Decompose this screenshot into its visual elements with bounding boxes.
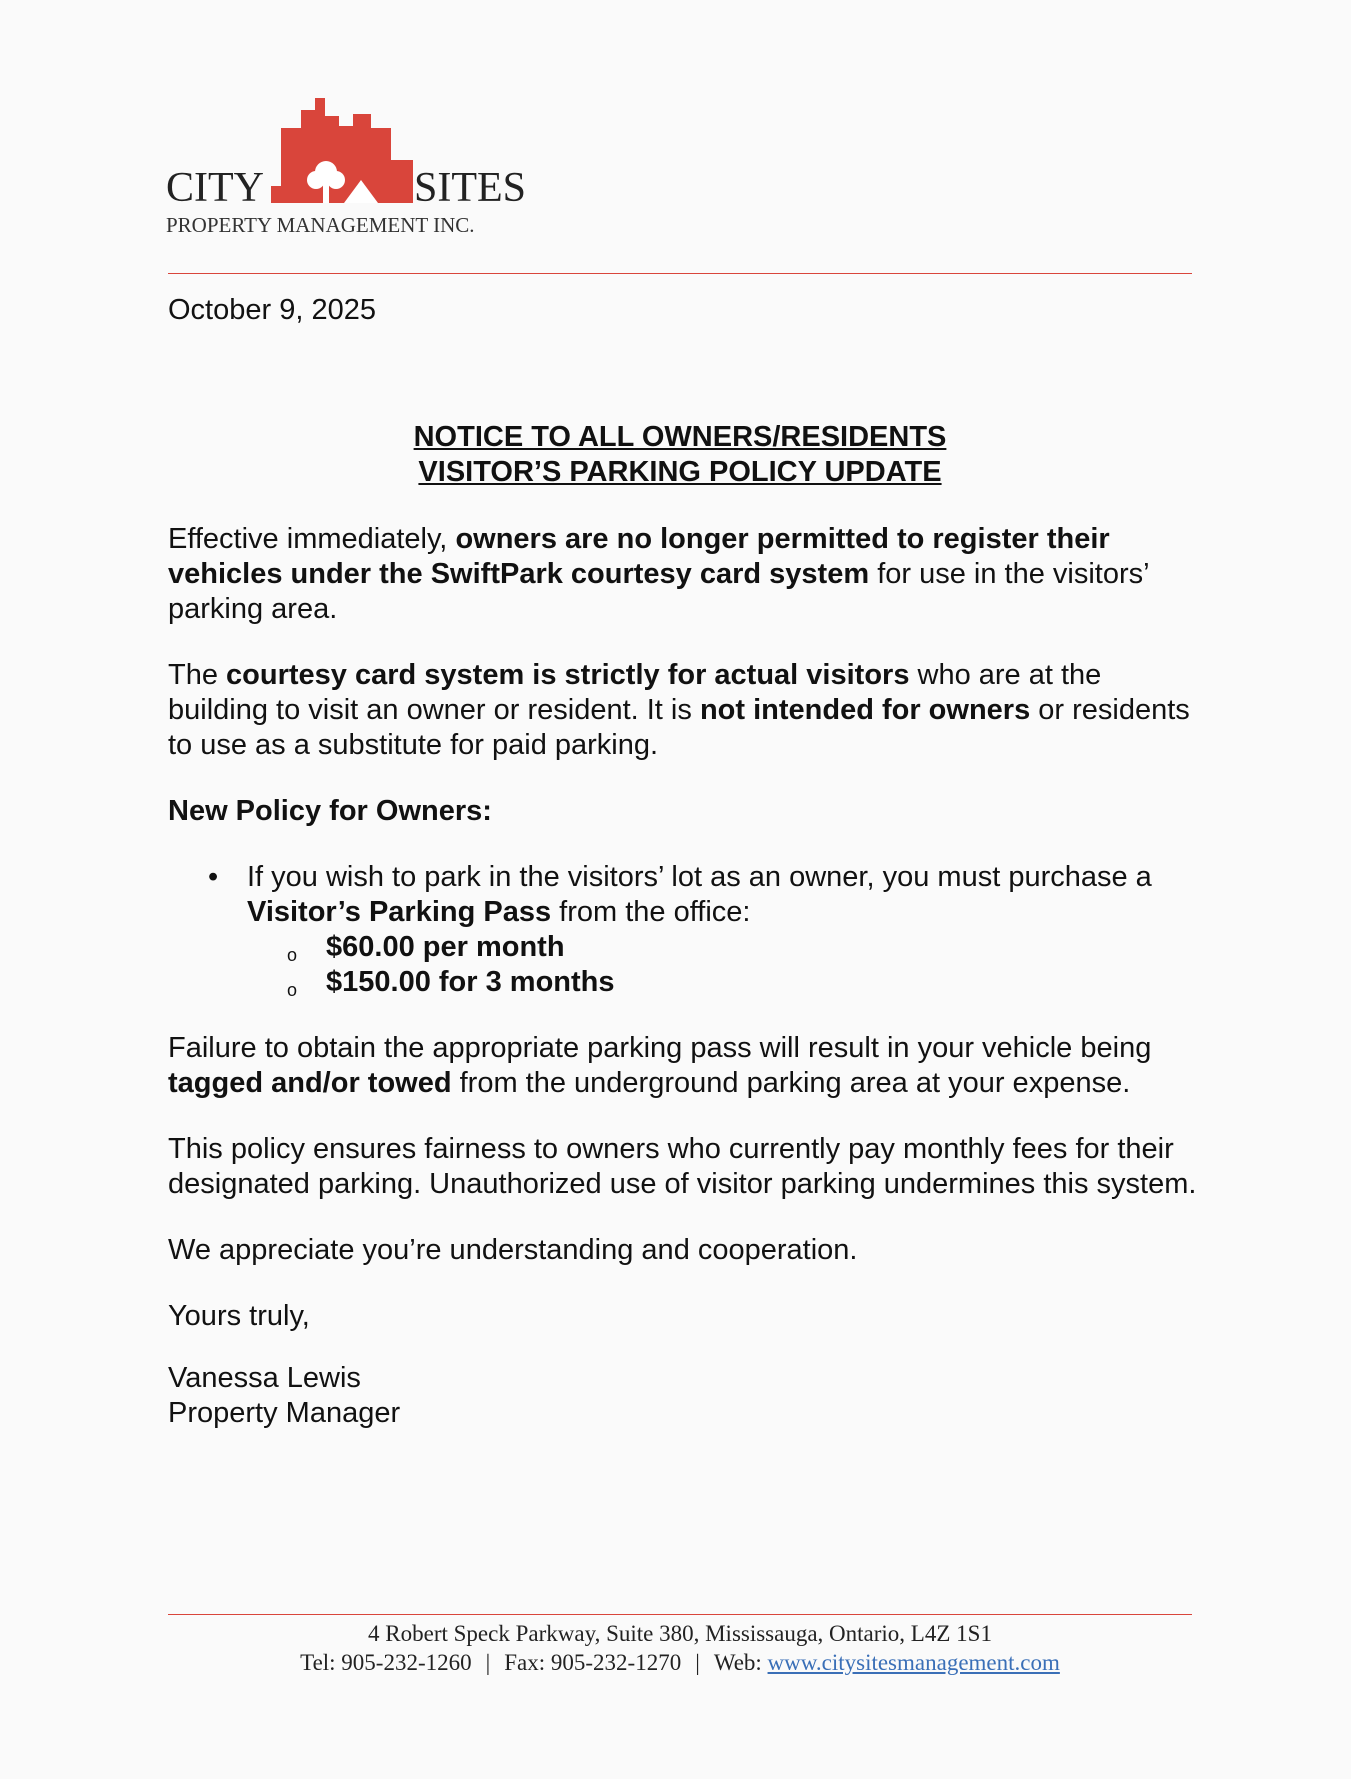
letter-body — [168, 522, 1198, 1431]
price-option — [247, 965, 1198, 1000]
sub-bullet-icon: o — [287, 945, 298, 965]
signer-title: Property Manager — [168, 1397, 401, 1429]
para3-bold-1: tagged and/or towed — [168, 1067, 452, 1099]
heading-line-1: NOTICE TO ALL OWNERS/RESIDENTS — [413, 421, 947, 453]
para1-bold-1: owners are no longer permitted to register their vehicles under the SwiftPark courtesy card system — [168, 523, 1110, 590]
para1-text-2: for use in the visitors’ parking area. — [168, 558, 1149, 625]
price-option-monthly: $60.00 per month — [326, 931, 565, 963]
paragraph-fairness: This policy ensures fairness to owners who currently pay monthly fees for their designated parking. Unauthorized use of visitor parking undermines this system. — [168, 1133, 1197, 1200]
logo-name-left: CITY — [166, 165, 264, 211]
policy-bullet — [168, 860, 1198, 1000]
price-option — [247, 930, 1198, 965]
paragraph-appreciation: We appreciate you’re understanding and cooperation. — [168, 1234, 858, 1266]
footer-web-label: Web: — [713, 1650, 768, 1675]
para3-text-2: from the underground parking area at your expense. — [451, 1067, 1131, 1099]
bullet-icon: • — [208, 861, 219, 893]
footer-contact — [168, 1648, 1192, 1677]
header-divider — [168, 273, 1192, 274]
policy-title: New Policy for Owners: — [168, 795, 492, 827]
sub-bullet-icon: o — [287, 980, 298, 1000]
footer-tel: Tel: 905-232-1260 — [300, 1650, 472, 1675]
footer-separator: | — [485, 1650, 491, 1675]
bullet-text-2: from the office: — [551, 896, 751, 928]
heading-line-2: VISITOR’S PARKING POLICY UPDATE — [418, 456, 942, 488]
para2-text-3: or residents to use as a substitute for paid parking. — [168, 694, 1190, 761]
para3-text-1: Failure to obtain the appropriate parking pass will result in your vehicle being — [168, 1032, 1152, 1064]
bullet-text-1: If you wish to park in the visitors’ lot as an owner, you must purchase a — [247, 861, 1152, 893]
company-logo — [166, 98, 556, 248]
footer-address: 4 Robert Speck Parkway, Suite 380, Mississauga, Ontario, L4Z 1S1 — [368, 1621, 992, 1646]
paragraph-courtesy — [168, 658, 1198, 763]
paragraph-effective — [168, 522, 1198, 627]
logo-tagline: PROPERTY MANAGEMENT INC. — [166, 213, 475, 237]
notice-heading — [168, 420, 1192, 490]
price-option-quarterly: $150.00 for 3 months — [326, 966, 615, 998]
letter-date: October 9, 2025 — [168, 294, 376, 326]
para2-text-1: The — [168, 659, 227, 691]
bullet-bold-1: Visitor’s Parking Pass — [247, 896, 552, 928]
para2-bold-1: courtesy card system is strictly for actual visitors — [226, 659, 910, 691]
logo-name-right: SITES — [414, 165, 527, 211]
website-link[interactable]: www.citysitesmanagement.com — [767, 1650, 1060, 1675]
closing: Yours truly, — [168, 1300, 310, 1332]
footer-separator: | — [695, 1650, 700, 1675]
signature-block — [168, 1299, 1198, 1431]
footer — [168, 1619, 1192, 1677]
para2-text-2: who are at the building to visit an owner or resident. It is — [168, 659, 1102, 726]
para1-text-1: Effective immediately, — [168, 523, 456, 555]
para2-bold-2: not intended for owners — [699, 694, 1031, 726]
footer-fax: Fax: 905-232-1270 — [504, 1650, 682, 1675]
footer-divider — [168, 1614, 1192, 1615]
paragraph-failure — [168, 1031, 1198, 1101]
signer-name: Vanessa Lewis — [168, 1362, 361, 1394]
